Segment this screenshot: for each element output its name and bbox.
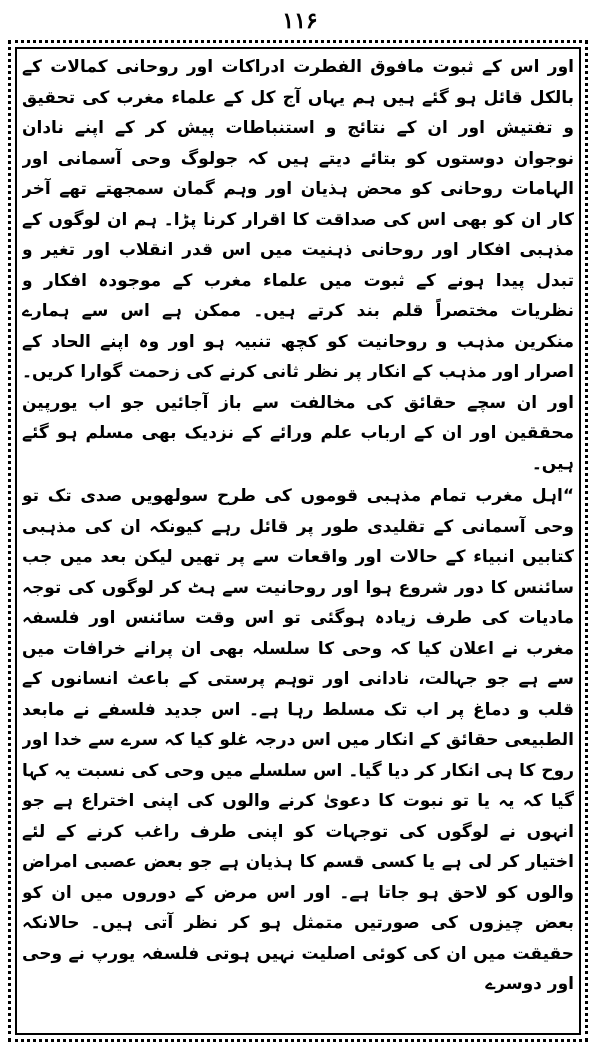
- paragraph: “اہل مغرب تمام مذہبی قوموں کی طرح سولھویں صدی تک تو وحی آسمانی کے تقلیدی طور پر قائل رہے کیونکہ ان کی مذہبی کتابیں انبیاء کے حالات اور واقعات سے پر تھیں لیکن بعد میں جب سائنس کا دور شروع ہوا اور روحانیت سے ہٹ کر لوگوں کی توجہ مادیات کی طرف زیادہ ہوگئی تو اس وقت سائنس اور فلسفہ مغرب نے اعلان کیا کہ وحی کا سلسلہ بھی ان پرانے خرافات میں سے ہے جو جہالت، نادانی اور توہم پرستی کے باعث انسانوں کے قلب و دماغ پر اب تک مسلط رہا ہے۔ اس جدید فلسفے نے مابعد الطبیعی حقائق کے انکار میں اس درجہ غلو کیا کہ سرے سے خدا اور روح کا ہی انکار کر دیا گیا۔ اس سلسلے میں وحی کی نسبت یہ کہا گیا کہ یہ یا تو نبوت کا دعویٰ کرنے والوں کی اپنی اختراع ہے جو انہوں نے لوگوں کی توجہات کو اپنی طرف راغب کرنے کے لئے اختیار کر لی ہے یا کسی قسم کا ہذیان ہے جو بعض عصبی امراض والوں کو لاحق ہو جاتا ہے۔ اور اس مرض کے دوروں میں ان کو بعض چیزوں کی صورتیں متمثل ہو کر نظر آتی ہیں۔ حالانکہ حقیقت میں ان کی کوئی اصلیت نہیں ہوتی فلسفہ یورپ نے وحی اور دوسرے: [22, 486, 574, 994]
- page-number: ۱۱۶: [282, 8, 318, 34]
- paragraph: اور اس کے ثبوت مافوق الفطرت ادراکات اور روحانی کمالات کے بالکل قائل ہو گئے ہیں ہم یہاں آج کل کے علماء مغرب کی تحقیق و تفتیش اور ان کے نتائج و استنباطات پیش کر کے اپنے نادان نوجوان دوستوں کو بتائے دیتے ہیں کہ جولوگ وحی آسمانی اور الہامات روحانی کو محض ہذیان اور وہم گمان سمجھتے تھے آخر کار ان کو بھی اس کی صداقت کا اقرار کرنا پڑا۔ ہم ان لوگوں کے مذہبی افکار اور روحانی ذہنیت میں اس قدر انقلاب اور تغیر و تبدل پیدا ہونے کے ثبوت میں علماء مغرب کے موجودہ افکار و نظریات مختصراً قلم بند کرتے ہیں۔ ممکن ہے اس سے ہمارے منکرین مذہب و روحانیت کو کچھ تنبیہ ہو اور وہ اپنے الحاد کے اصرار اور مذہب کے انکار پر نظر ثانی کرنے کی زحمت گوارا کریں۔ اور ان سچے حقائق کی مخالفت سے باز آجائیں جو اب یورپین محققین اور ان کے ارباب علم ورائے کے نزدیک بھی مسلم ہو گئے ہیں۔: [22, 57, 574, 474]
- body-text: [22, 52, 574, 1032]
